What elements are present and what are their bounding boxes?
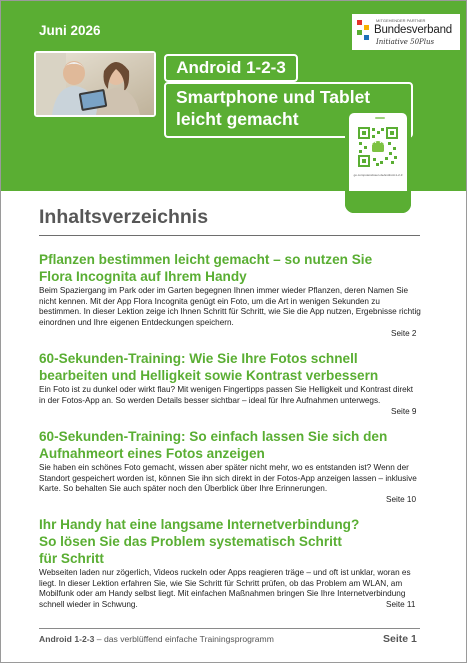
toc-title: Inhaltsverzeichnis (39, 206, 209, 228)
toc-entry-4-heading-line-3[interactable]: für Schritt (39, 551, 104, 566)
publisher-logo (352, 14, 460, 50)
toc-entry-4-heading-line-1[interactable]: Ihr Handy hat eine langsame Internetverbindung? (39, 517, 360, 532)
footer-text (39, 634, 274, 644)
toc-entry-2-heading-line-1[interactable]: 60-Sekunden-Training: Wie Sie Ihre Fotos schnell (39, 351, 358, 366)
toc-entry-1-page[interactable]: Seite 2 (391, 329, 417, 338)
phone-camera (375, 117, 385, 119)
toc-entry-1-body: Beim Spaziergang im Park oder im Garten begegnen Ihnen immer wieder Pflanzen, deren Namen Sie nicht kennen. Mit der App Flora Incognita genügt ein Foto, um die Art in wenigen Sekunden zu bestimmen. In dieser Lektion zeige ich Ihnen Schritt für Schritt, wie Sie die App nutzen, Ergebnisse richtig einordnen und Ihre eigenen Entdeckungen speichern. (39, 286, 421, 327)
subtitle-line-1: Smartphone und Tablet (176, 87, 371, 107)
qr-code-icon (358, 127, 398, 167)
toc-entry-3-page[interactable]: Seite 10 (386, 495, 417, 504)
subtitle-line-2: leicht gemacht (176, 109, 299, 129)
toc-entry-3-heading-line-1[interactable]: 60-Sekunden-Training: So einfach lassen Sie sich den (39, 429, 388, 444)
toc-entry-4-page[interactable]: Seite 11 (386, 600, 416, 609)
footer-page-number: Seite 1 (383, 633, 417, 645)
publisher-script: Initiative 50Plus (376, 38, 435, 46)
phone-graphic (345, 109, 411, 213)
qr-url: go.computerwissen.de/android-1-2-3 (353, 173, 403, 177)
toc-entry-2-body: Ein Foto ist zu dunkel oder wirkt flau? Mit wenigen Fingertipps passen Sie Helligkeit und Kontrast direkt in der Fotos-App an. So werden Details besser sichtbar – ideal für Ihre Aufnahmen unterwegs. (39, 385, 414, 405)
toc-entry-3-body: Sie haben ein schönes Foto gemacht, wissen aber später nicht mehr, wo es entstanden ist? Wenn der Standort gespeichert worden ist, können Sie ihn sich direkt in der Fotos-App anzeigen lassen – inklusive Karte. So behalten Sie auch später noch den Überblick über Ihre Erinnerungen. (39, 463, 417, 494)
footer-divider (39, 628, 420, 629)
publisher-name: Bundesverband (374, 24, 452, 36)
toc-entry-3-heading-line-2[interactable]: Aufnahmeort eines Fotos anzeigen (39, 446, 265, 461)
toc-entry-1-heading-line-1[interactable]: Pflanzen bestimmen leicht gemacht – so nutzen Sie (39, 252, 373, 267)
brand-title: Android 1-2-3 (176, 58, 286, 77)
footer-tagline: – das verblüffend einfache Trainingsprogramm (94, 634, 274, 644)
cover-photo-seniors-with-tablet (34, 51, 156, 117)
toc-entry-2-heading-line-2[interactable]: bearbeiten und Helligkeit sowie Kontrast verbessern (39, 368, 379, 383)
toc-divider (39, 235, 420, 236)
publisher-partner-text: MITGEHENDER PARTNER (376, 18, 426, 23)
toc-entry-4-heading-line-2[interactable]: So lösen Sie das Problem systematisch Schritt (39, 534, 342, 549)
phone-bottom-bar (345, 191, 411, 213)
footer-brand: Android 1-2-3 (39, 634, 95, 644)
issue-date: Juni 2026 (39, 23, 101, 38)
brand-box (164, 54, 298, 82)
toc-entry-1-heading-line-2[interactable]: Flora Incognita auf Ihrem Handy (39, 269, 247, 284)
toc-entry-4-body: Webseiten laden nur zögerlich, Videos ruckeln oder Apps reagieren träge – und oft ist unklar, woran es liegt. In dieser Lektion erfahren Sie, wie Sie Schritt für Schritt prüfen, ob das Problem am WLAN, am Mobilfunk oder am Handy selbst liegt. Mit einfachen Maßnahmen bringen Sie Ihre Internetverbindung schnell wieder in Schwung. (39, 568, 411, 609)
toc-entry-2-page[interactable]: Seite 9 (391, 407, 417, 416)
